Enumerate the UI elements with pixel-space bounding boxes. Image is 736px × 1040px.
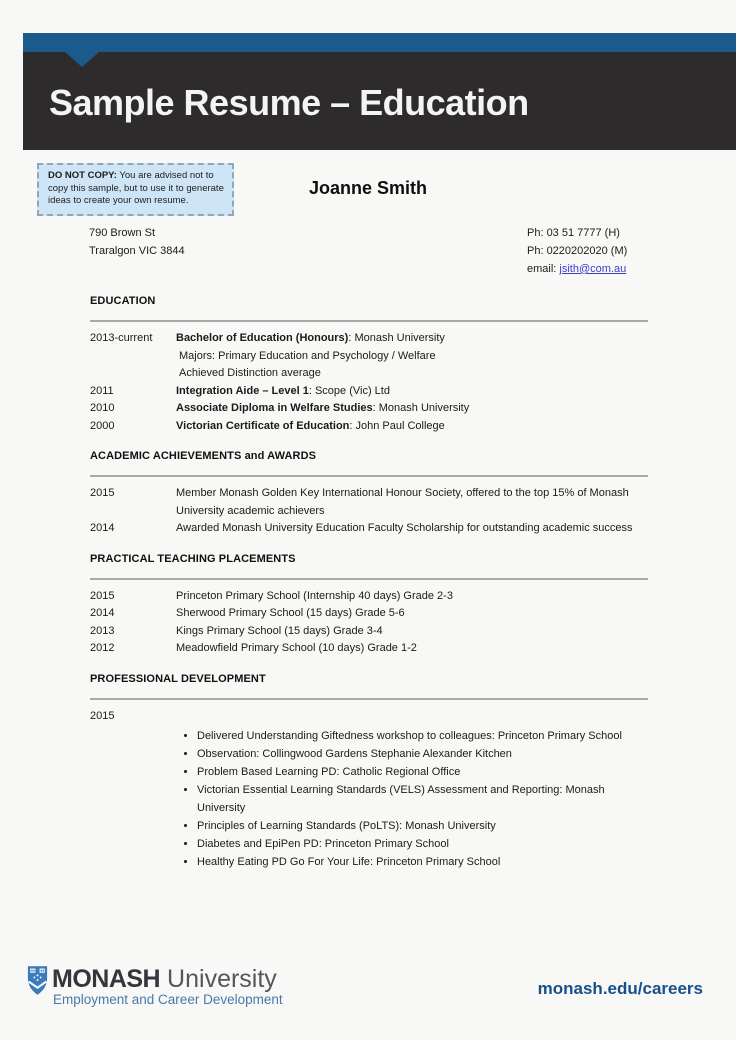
section-heading: ACADEMIC ACHIEVEMENTS and AWARDS <box>90 450 317 462</box>
address-line: Traralgon VIC 3844 <box>89 245 185 257</box>
entry-year: 2013-current <box>90 332 153 344</box>
entry-description: Sherwood Primary School (15 days) Grade 5-6 <box>176 607 405 619</box>
section-divider <box>90 475 648 477</box>
section-heading: PRACTICAL TEACHING PLACEMENTS <box>90 552 296 565</box>
entry-description: Meadowfield Primary School (10 days) Grade 1-2 <box>176 642 417 654</box>
resume-section <box>90 673 648 872</box>
entry-row <box>90 520 648 538</box>
entry-description: Awarded Monash University Education Faculty Scholarship for outstanding academic success <box>176 522 633 534</box>
section-rows <box>90 708 648 872</box>
section-rows <box>90 330 648 435</box>
entry-row <box>90 383 648 401</box>
entry-row <box>90 623 648 641</box>
bullet-item: • Healthy Eating PD Go For Your Life: Princeton Primary School <box>197 853 648 871</box>
entry-description: Member Monash Golden Key International Honour Society, offered to the top 15% of Monash University academic achievers <box>176 487 629 517</box>
entry-row <box>90 588 648 606</box>
bullet-item: • Principles of Learning Standards (PoLTS): Monash University <box>197 817 648 835</box>
section-divider <box>90 578 648 580</box>
section-rows <box>90 485 648 538</box>
entry-year: 2000 <box>90 419 115 432</box>
entry-year: 2015 <box>90 487 115 499</box>
header-triangle-accent <box>65 52 99 67</box>
section-heading: PROFESSIONAL DEVELOPMENT <box>90 672 266 685</box>
entry-row <box>90 485 648 520</box>
bullet-item: • Observation: Collingwood Gardens Stephanie Alexander Kitchen <box>197 745 648 763</box>
entry-year <box>90 348 176 366</box>
page-title: Sample Resume – Education <box>49 82 529 123</box>
entry-row <box>90 418 648 436</box>
entry-description: Associate Diploma in Welfare Studies: Monash University <box>176 402 470 414</box>
entry-description: Achieved Distinction average <box>179 367 321 379</box>
section-divider <box>90 320 648 322</box>
phone-mobile: Ph: 0220202020 (M) <box>527 245 628 257</box>
entry-description: Kings Primary School (15 days) Grade 3-4 <box>176 624 383 637</box>
entry-year: 2011 <box>90 384 114 397</box>
bullet-item: • Delivered Understanding Giftedness workshop to colleagues: Princeton Primary School <box>197 727 648 745</box>
careers-url: monash.edu/careers <box>537 979 703 998</box>
entry-year: 2013 <box>90 624 115 637</box>
email-line <box>527 260 627 278</box>
monash-wordmark-bold: MONASH <box>52 965 161 993</box>
monash-shield-icon <box>27 966 48 995</box>
header-blue-bar <box>23 33 736 52</box>
resume-body <box>90 295 648 871</box>
entry-year: 2010 <box>90 402 115 414</box>
bullet-item: • Victorian Essential Learning Standards (VELS) Assessment and Reporting: Monash University <box>197 781 648 817</box>
address-line: 790 Brown St <box>89 227 156 239</box>
entry-description: Bachelor of Education (Honours): Monash University <box>176 332 445 344</box>
person-name: Joanne Smith <box>308 178 428 198</box>
entry-row <box>90 400 648 418</box>
email-link[interactable]: jsith@com.au <box>559 263 627 275</box>
resume-section <box>90 553 648 658</box>
entry-description: Integration Aide – Level 1: Scope (Vic) Ltd <box>176 384 390 397</box>
entry-row <box>90 330 648 348</box>
header-banner <box>23 33 736 150</box>
bullet-list <box>90 727 648 871</box>
entry-description: Majors: Primary Education and Psychology / Welfare <box>179 349 436 362</box>
entry-row <box>90 348 648 366</box>
entry-row <box>90 605 648 623</box>
header-title-banner <box>23 52 736 150</box>
phone-home: Ph: 03 51 7777 (H) <box>527 227 620 239</box>
notice-body: You are advised not to copy this sample, but to use it to generate ideas to create your own resume. <box>48 170 224 206</box>
entry-year: 2015 <box>90 589 115 602</box>
bullet-item: • Problem Based Learning PD: Catholic Regional Office <box>197 763 648 781</box>
entry-description: Victorian Certificate of Education: John Paul College <box>176 419 445 432</box>
entry-description <box>176 708 648 726</box>
resume-section <box>90 295 648 435</box>
address-block <box>89 224 185 260</box>
entry-year <box>90 365 176 383</box>
entry-year: 2014 <box>90 522 115 534</box>
entry-year: 2014 <box>90 607 115 619</box>
notice-lead: DO NOT COPY: <box>48 170 117 181</box>
resume-section <box>90 450 648 538</box>
monash-wordmark-light: University <box>160 965 277 993</box>
footer-subtitle: Employment and Career Development <box>53 992 283 1007</box>
section-rows <box>90 588 648 658</box>
entry-description: Princeton Primary School (Internship 40 days) Grade 2-3 <box>176 589 453 602</box>
entry-year: 2012 <box>90 642 115 654</box>
entry-row <box>90 640 648 658</box>
entry-row <box>90 708 648 726</box>
bullet-item: • Diabetes and EpiPen PD: Princeton Primary School <box>197 835 648 853</box>
section-divider <box>90 698 648 700</box>
entry-year: 2015 <box>90 709 115 722</box>
email-label: email: <box>527 263 560 275</box>
entry-row <box>90 365 648 383</box>
section-heading: EDUCATION <box>90 295 156 307</box>
contact-block <box>527 224 627 278</box>
monash-wordmark <box>52 966 277 992</box>
